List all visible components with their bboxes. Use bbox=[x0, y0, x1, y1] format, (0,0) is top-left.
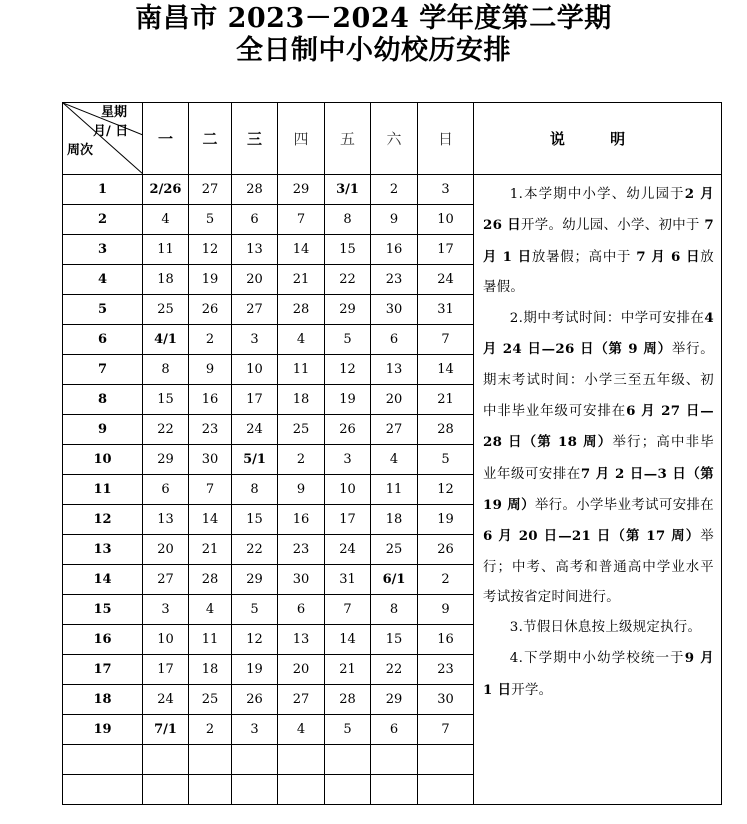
date-cell: 29 bbox=[325, 295, 371, 325]
date-cell: 29 bbox=[371, 685, 418, 715]
date-cell: 10 bbox=[143, 625, 189, 655]
week-number-cell: 12 bbox=[63, 505, 143, 535]
date-cell: 3/1 bbox=[325, 175, 371, 205]
week-number-cell: 17 bbox=[63, 655, 143, 685]
date-cell: 2 bbox=[189, 715, 232, 745]
date-cell: 6 bbox=[232, 205, 278, 235]
date-cell: 10 bbox=[232, 355, 278, 385]
date-cell: 16 bbox=[189, 385, 232, 415]
week-number-cell: 8 bbox=[63, 385, 143, 415]
date-cell: 30 bbox=[371, 295, 418, 325]
note-2: 2.期中考试时间：中学可安排在4 月 24 日—26 日（第 9 周）举行。期末考试时间：小学三至五年级、初中非毕业年级可安排在6 月 27 日—28 日（第 18 周）举行；高中非毕业年级可安排在7 月 2 日—3 日（第 19 周）举行。小学毕业考试可安排在6 月 20 日—21 日（第 17 周）举行；中考、高考和普通高中学业水平考试按省定时间进行。 bbox=[483, 310, 715, 605]
header-day-sat: 六 bbox=[371, 103, 418, 175]
date-cell: 22 bbox=[325, 265, 371, 295]
week-number-cell: 5 bbox=[63, 295, 143, 325]
date-cell: 21 bbox=[189, 535, 232, 565]
date-cell: 28 bbox=[278, 295, 325, 325]
header-week-label: 星期 bbox=[101, 105, 128, 120]
date-cell: 11 bbox=[143, 235, 189, 265]
date-cell bbox=[232, 775, 278, 805]
date-cell: 12 bbox=[189, 235, 232, 265]
date-cell: 24 bbox=[418, 265, 474, 295]
date-cell: 7 bbox=[325, 595, 371, 625]
week-number-cell bbox=[63, 775, 143, 805]
date-cell: 14 bbox=[418, 355, 474, 385]
date-cell: 6 bbox=[143, 475, 189, 505]
week-number-cell: 1 bbox=[63, 175, 143, 205]
week-number-cell: 15 bbox=[63, 595, 143, 625]
date-cell: 18 bbox=[143, 265, 189, 295]
date-cell: 6 bbox=[278, 595, 325, 625]
date-cell bbox=[418, 745, 474, 775]
header-day-sun: 日 bbox=[418, 103, 474, 175]
date-cell: 6 bbox=[371, 325, 418, 355]
date-cell: 12 bbox=[418, 475, 474, 505]
date-cell: 29 bbox=[143, 445, 189, 475]
calendar-table bbox=[62, 102, 722, 805]
date-cell: 24 bbox=[325, 535, 371, 565]
date-cell: 10 bbox=[418, 205, 474, 235]
date-cell: 17 bbox=[232, 385, 278, 415]
date-cell: 20 bbox=[371, 385, 418, 415]
date-cell bbox=[189, 745, 232, 775]
week-number-cell: 7 bbox=[63, 355, 143, 385]
date-cell: 13 bbox=[278, 625, 325, 655]
date-cell: 31 bbox=[325, 565, 371, 595]
date-cell: 9 bbox=[418, 595, 474, 625]
date-cell: 28 bbox=[325, 685, 371, 715]
date-cell: 18 bbox=[189, 655, 232, 685]
date-cell: 4 bbox=[278, 325, 325, 355]
date-cell: 5 bbox=[189, 205, 232, 235]
date-cell: 3 bbox=[325, 445, 371, 475]
date-cell: 2 bbox=[189, 325, 232, 355]
date-cell bbox=[232, 745, 278, 775]
week-number-cell: 4 bbox=[63, 265, 143, 295]
date-cell: 21 bbox=[418, 385, 474, 415]
date-cell: 4/1 bbox=[143, 325, 189, 355]
date-cell bbox=[143, 775, 189, 805]
date-cell bbox=[278, 775, 325, 805]
date-cell: 3 bbox=[232, 325, 278, 355]
date-cell: 14 bbox=[325, 625, 371, 655]
date-cell: 7 bbox=[278, 205, 325, 235]
header-notes-label: 说 明 bbox=[474, 103, 722, 175]
week-number-cell: 2 bbox=[63, 205, 143, 235]
date-cell: 6 bbox=[371, 715, 418, 745]
note-3: 3.节假日休息按上级规定执行。 bbox=[509, 620, 702, 636]
date-cell: 17 bbox=[418, 235, 474, 265]
date-cell: 7 bbox=[189, 475, 232, 505]
date-cell bbox=[143, 745, 189, 775]
date-cell: 3 bbox=[232, 715, 278, 745]
date-cell: 15 bbox=[325, 235, 371, 265]
date-cell: 2 bbox=[418, 565, 474, 595]
date-cell: 25 bbox=[143, 295, 189, 325]
note-4: 4.下学期中小幼学校统一于9 月 1 日开学。 bbox=[483, 650, 714, 698]
date-cell: 17 bbox=[143, 655, 189, 685]
date-cell: 2 bbox=[278, 445, 325, 475]
date-cell: 5 bbox=[232, 595, 278, 625]
date-cell: 24 bbox=[143, 685, 189, 715]
date-cell: 3 bbox=[418, 175, 474, 205]
date-cell: 13 bbox=[232, 235, 278, 265]
date-cell: 25 bbox=[371, 535, 418, 565]
date-cell: 12 bbox=[325, 355, 371, 385]
header-day-mon: 一 bbox=[143, 103, 189, 175]
date-cell bbox=[189, 775, 232, 805]
date-cell: 10 bbox=[325, 475, 371, 505]
date-cell: 20 bbox=[232, 265, 278, 295]
date-cell: 7 bbox=[418, 325, 474, 355]
date-cell: 13 bbox=[143, 505, 189, 535]
header-day-tue: 二 bbox=[189, 103, 232, 175]
date-cell: 7 bbox=[418, 715, 474, 745]
title-line-1: 南昌市 2023－2024 学年度第二学期 bbox=[135, 3, 612, 34]
date-cell: 4 bbox=[143, 205, 189, 235]
date-cell bbox=[325, 745, 371, 775]
date-cell: 30 bbox=[278, 565, 325, 595]
date-cell: 20 bbox=[278, 655, 325, 685]
date-cell: 15 bbox=[371, 625, 418, 655]
date-cell: 16 bbox=[371, 235, 418, 265]
date-cell: 27 bbox=[232, 295, 278, 325]
date-cell bbox=[418, 775, 474, 805]
date-cell: 28 bbox=[189, 565, 232, 595]
week-number-cell: 11 bbox=[63, 475, 143, 505]
date-cell: 26 bbox=[325, 415, 371, 445]
date-cell: 14 bbox=[189, 505, 232, 535]
week-number-cell: 9 bbox=[63, 415, 143, 445]
date-cell: 9 bbox=[189, 355, 232, 385]
date-cell: 6/1 bbox=[371, 565, 418, 595]
week-number-cell: 19 bbox=[63, 715, 143, 745]
date-cell: 19 bbox=[189, 265, 232, 295]
date-cell: 27 bbox=[278, 685, 325, 715]
title-line-2: 全日制中小幼校历安排 bbox=[236, 35, 511, 66]
date-cell: 11 bbox=[189, 625, 232, 655]
header-day-fri: 五 bbox=[325, 103, 371, 175]
date-cell: 27 bbox=[189, 175, 232, 205]
date-cell: 4 bbox=[278, 715, 325, 745]
date-cell: 8 bbox=[325, 205, 371, 235]
week-number-cell bbox=[63, 745, 143, 775]
date-cell: 28 bbox=[232, 175, 278, 205]
date-cell: 19 bbox=[418, 505, 474, 535]
header-day-thu: 四 bbox=[278, 103, 325, 175]
date-cell: 8 bbox=[143, 355, 189, 385]
date-cell: 7/1 bbox=[143, 715, 189, 745]
header-day-wed: 三 bbox=[232, 103, 278, 175]
date-cell: 4 bbox=[371, 445, 418, 475]
week-number-cell: 18 bbox=[63, 685, 143, 715]
date-cell: 25 bbox=[189, 685, 232, 715]
date-cell: 4 bbox=[189, 595, 232, 625]
date-cell: 23 bbox=[418, 655, 474, 685]
date-cell: 11 bbox=[278, 355, 325, 385]
date-cell: 24 bbox=[232, 415, 278, 445]
date-cell: 27 bbox=[371, 415, 418, 445]
date-cell: 8 bbox=[232, 475, 278, 505]
date-cell: 19 bbox=[232, 655, 278, 685]
date-cell: 15 bbox=[232, 505, 278, 535]
date-cell: 11 bbox=[371, 475, 418, 505]
date-cell: 23 bbox=[278, 535, 325, 565]
date-cell: 31 bbox=[418, 295, 474, 325]
date-cell: 3 bbox=[143, 595, 189, 625]
header-week-number-label: 周次 bbox=[67, 143, 94, 158]
notes-cell bbox=[474, 175, 722, 805]
date-cell: 8 bbox=[371, 595, 418, 625]
week-number-cell: 13 bbox=[63, 535, 143, 565]
date-cell: 2 bbox=[371, 175, 418, 205]
date-cell: 19 bbox=[325, 385, 371, 415]
date-cell: 30 bbox=[189, 445, 232, 475]
date-cell: 15 bbox=[143, 385, 189, 415]
week-number-cell: 10 bbox=[63, 445, 143, 475]
date-cell: 29 bbox=[232, 565, 278, 595]
date-cell: 29 bbox=[278, 175, 325, 205]
date-cell: 21 bbox=[325, 655, 371, 685]
date-cell: 14 bbox=[278, 235, 325, 265]
date-cell: 23 bbox=[371, 265, 418, 295]
date-cell bbox=[371, 745, 418, 775]
header-month-day-label: 月/ 日 bbox=[93, 124, 129, 139]
date-cell: 18 bbox=[371, 505, 418, 535]
date-cell: 22 bbox=[232, 535, 278, 565]
diagonal-header-cell bbox=[63, 103, 143, 175]
date-cell: 26 bbox=[232, 685, 278, 715]
date-cell: 20 bbox=[143, 535, 189, 565]
week-number-cell: 3 bbox=[63, 235, 143, 265]
date-cell: 26 bbox=[418, 535, 474, 565]
date-cell: 22 bbox=[143, 415, 189, 445]
date-cell: 25 bbox=[278, 415, 325, 445]
date-cell bbox=[278, 745, 325, 775]
date-cell: 16 bbox=[278, 505, 325, 535]
date-cell: 23 bbox=[189, 415, 232, 445]
date-cell bbox=[371, 775, 418, 805]
date-cell: 5/1 bbox=[232, 445, 278, 475]
date-cell: 27 bbox=[143, 565, 189, 595]
date-cell: 22 bbox=[371, 655, 418, 685]
date-cell: 26 bbox=[189, 295, 232, 325]
date-cell: 30 bbox=[418, 685, 474, 715]
date-cell: 5 bbox=[325, 715, 371, 745]
week-number-cell: 6 bbox=[63, 325, 143, 355]
week-number-cell: 14 bbox=[63, 565, 143, 595]
notes-text bbox=[474, 175, 721, 706]
date-cell: 17 bbox=[325, 505, 371, 535]
date-cell: 21 bbox=[278, 265, 325, 295]
date-cell bbox=[325, 775, 371, 805]
date-cell: 9 bbox=[278, 475, 325, 505]
date-cell: 28 bbox=[418, 415, 474, 445]
date-cell: 5 bbox=[418, 445, 474, 475]
date-cell: 9 bbox=[371, 205, 418, 235]
date-cell: 16 bbox=[418, 625, 474, 655]
date-cell: 13 bbox=[371, 355, 418, 385]
date-cell: 2/26 bbox=[143, 175, 189, 205]
week-number-cell: 16 bbox=[63, 625, 143, 655]
week-row bbox=[63, 175, 722, 205]
date-cell: 12 bbox=[232, 625, 278, 655]
note-1: 1.本学期中小学、幼儿园于2 月 26 日开学。幼儿园、小学、初中于 7 月 1 日放暑假；高中于 7 月 6 日放暑假。 bbox=[483, 186, 714, 295]
date-cell: 5 bbox=[325, 325, 371, 355]
header-row bbox=[63, 103, 722, 175]
date-cell: 18 bbox=[278, 385, 325, 415]
